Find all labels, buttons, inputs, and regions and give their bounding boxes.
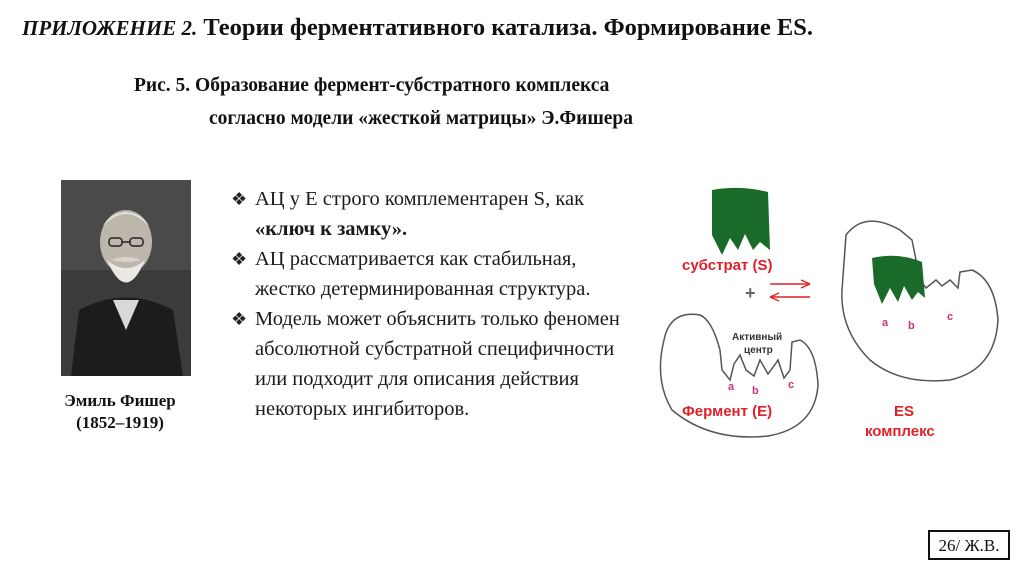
site-b-label: b — [752, 385, 759, 397]
bullet-text: АЦ рассматривается как стабильная, жестко детерминированная структура. — [255, 248, 591, 300]
title-main: Теории ферментативного катализа. Формирование ES. — [203, 14, 814, 41]
caption-line-1: Рис. 5. Образование фермент-субстратного комплекса — [134, 75, 610, 96]
lock-and-key-diagram — [650, 180, 1010, 460]
es-site-c-label: c — [947, 311, 954, 323]
bullet-text: АЦ у Е строго комплементарен S, как — [255, 188, 585, 210]
bullet-item — [231, 184, 641, 244]
diamond-bullet-icon: ❖ — [231, 249, 248, 269]
plus-sign: + — [745, 283, 756, 303]
portrait-name: Эмиль Фишер — [64, 391, 176, 410]
site-a-label: a — [728, 381, 735, 393]
bullet-text: Модель может объяснить только феномен абсолютной субстратной специфичности или подходит для описания действия некоторых ингибиторов. — [255, 308, 620, 420]
substrate-shape — [712, 188, 770, 255]
active-center-label-2: центр — [744, 345, 773, 356]
es-label: ES — [894, 403, 915, 420]
substrate-label: субстрат (S) — [682, 257, 773, 274]
caption-line-2: согласно модели «жесткой матрицы» Э.Фишера — [209, 108, 634, 129]
page-number-box: 26/ Ж.В. — [928, 530, 1010, 560]
bullet-emphasis: «ключ к замку». — [255, 218, 408, 240]
diamond-bullet-icon: ❖ — [231, 189, 248, 209]
enzyme-label: Фермент (E) — [682, 403, 773, 420]
diagram-svg — [650, 180, 1010, 460]
complex-label: комплекс — [865, 423, 935, 440]
diamond-bullet-icon: ❖ — [231, 309, 248, 329]
slide-title — [22, 14, 1012, 42]
portrait-years: (1852–1919) — [76, 413, 164, 432]
portrait-photo — [61, 180, 191, 376]
es-complex-shape — [842, 221, 998, 381]
bullet-item — [231, 244, 641, 304]
portrait-caption — [40, 390, 200, 434]
active-center-label-1: Активный — [732, 332, 783, 343]
es-site-a-label: a — [882, 317, 889, 329]
site-c-label: c — [788, 379, 795, 391]
es-site-b-label: b — [908, 320, 915, 332]
portrait-figure — [61, 180, 191, 376]
bullet-item — [231, 304, 641, 424]
bullet-list — [231, 184, 641, 424]
title-lead: ПРИЛОЖЕНИЕ 2. — [22, 16, 198, 40]
equilibrium-arrows-icon — [770, 280, 810, 301]
